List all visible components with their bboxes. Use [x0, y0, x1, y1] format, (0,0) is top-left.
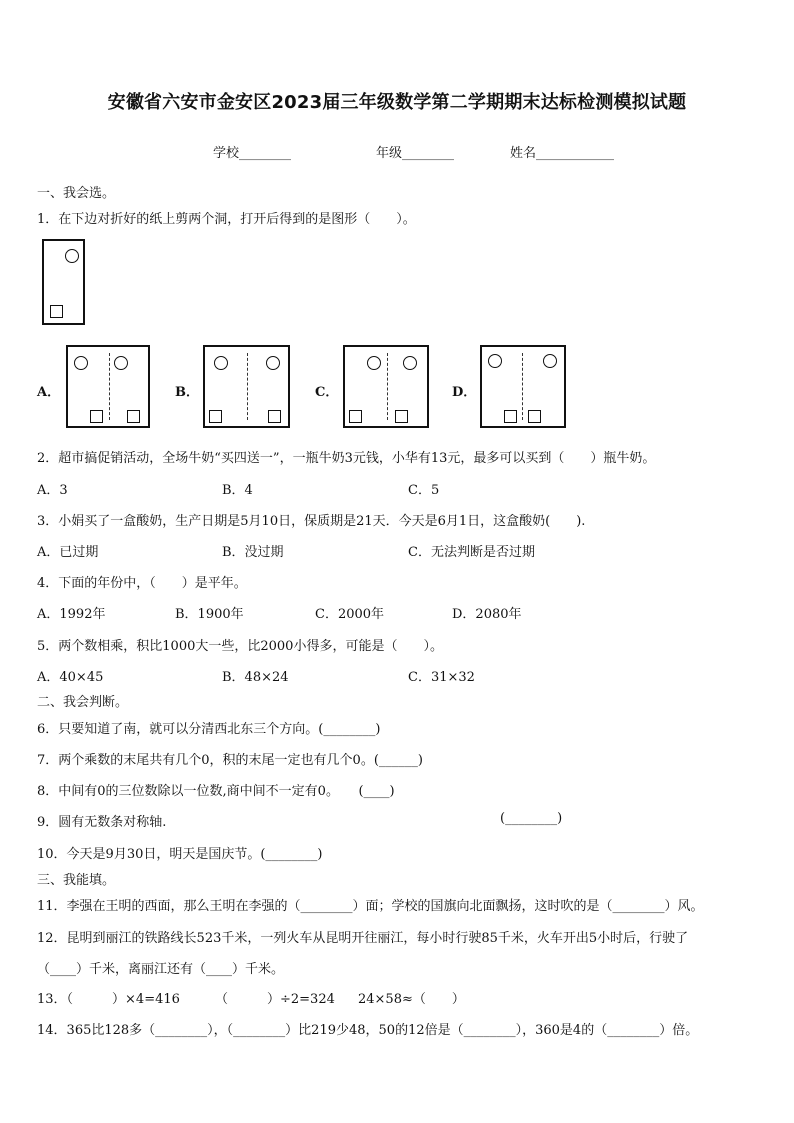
q2-option-b: B．4	[222, 483, 253, 498]
option-c-label: C．	[315, 385, 339, 400]
question-12-line2: （____）千米，离丽江还有（____）千米。	[37, 962, 285, 977]
question-9: 9．圆有无数条对称轴.	[37, 815, 167, 830]
question-4: 4．下面的年份中，（ ）是平年。	[37, 576, 247, 591]
q4-option-b: B．1900年	[175, 607, 244, 622]
name-field: 姓名____________	[510, 146, 615, 161]
circle-hole	[488, 354, 502, 368]
q5-option-a: A．40×45	[37, 670, 104, 685]
option-d-label: D．	[452, 385, 477, 400]
question-8: 8．中间有0的三位数除以一位数,商中间不一定有0。 (____)	[37, 784, 395, 799]
option-a-label: A．	[37, 385, 61, 400]
option-d-figure	[480, 345, 566, 428]
square-hole	[395, 410, 408, 423]
page-title: 安徽省六安市金安区2023届三年级数学第二学期期末达标检测模拟试题	[107, 92, 687, 113]
circle-hole	[403, 356, 417, 370]
q4-option-d: D．2080年	[452, 607, 522, 622]
q4-option-c: C．2000年	[315, 607, 385, 622]
question-2: 2．超市搞促销活动，全场牛奶“买四送一”，一瓶牛奶3元钱，小华有13元，最多可以买到（ ）瓶牛奶。	[37, 451, 656, 466]
q9-blank: (________)	[500, 811, 563, 826]
question-1: 1．在下边对折好的纸上剪两个洞，打开后得到的是图形（ ）。	[37, 212, 416, 227]
square-hole	[90, 410, 103, 423]
circle-hole	[266, 356, 280, 370]
square-hole	[349, 410, 362, 423]
circle-hole	[543, 354, 557, 368]
question-13a: 13．（ ）×4=416	[37, 992, 180, 1007]
section-heading: 二、我会判断。	[37, 695, 129, 710]
question-7: 7．两个乘数的末尾共有几个0，积的末尾一定也有几个0。(______)	[37, 753, 423, 768]
question-6: 6．只要知道了南，就可以分清西北东三个方向。(________)	[37, 722, 381, 737]
option-b-label: B．	[175, 385, 199, 400]
question-14: 14．365比128多（________），（________）比219少48，50的12倍是（________），360是4的（________）倍。	[37, 1023, 699, 1038]
circle-hole	[214, 356, 228, 370]
grade-field: 年级________	[376, 146, 455, 161]
q2-option-a: A．3	[37, 483, 68, 498]
question-13c: 24×58≈（ ）	[358, 992, 465, 1007]
square-hole	[209, 410, 222, 423]
q5-option-c: C．31×32	[408, 670, 475, 685]
q3-option-b: B．没过期	[222, 545, 284, 560]
q4-option-a: A．1992年	[37, 607, 106, 622]
square-hole	[528, 410, 541, 423]
square-hole	[50, 305, 63, 318]
option-b-figure	[203, 345, 290, 428]
section-heading: 三、我能填。	[37, 873, 116, 888]
circle-hole	[65, 249, 79, 263]
option-a-figure	[66, 345, 150, 428]
option-c-figure	[343, 345, 429, 428]
question-12-line1: 12．昆明到丽江的铁路线长523千米，一列火车从昆明开往丽江，每小时行驶85千米，火车开出5小时后，行驶了	[37, 931, 689, 946]
square-hole	[268, 410, 281, 423]
question-10: 10．今天是9月30日，明天是国庆节。(________)	[37, 847, 323, 862]
question-3: 3．小娟买了一盒酸奶，生产日期是5月10日，保质期是21天．今天是6月1日，这盒酸奶( ).	[37, 514, 586, 529]
question-13b: （ ）÷2=324	[215, 992, 335, 1007]
folded-paper-figure	[42, 239, 85, 325]
q5-option-b: B．48×24	[222, 670, 289, 685]
circle-hole	[114, 356, 128, 370]
circle-hole	[367, 356, 381, 370]
q3-option-a: A．已过期	[37, 545, 99, 560]
question-5: 5．两个数相乘，积比1000大一些，比2000小得多，可能是（ ）。	[37, 639, 443, 654]
school-field: 学校________	[213, 146, 292, 161]
square-hole	[127, 410, 140, 423]
section-heading: 一、我会选。	[37, 186, 116, 201]
question-11: 11．李强在王明的西面，那么王明在李强的（________）面；学校的国旗向北面飘扬，这时吹的是（________）风。	[37, 899, 704, 914]
square-hole	[504, 410, 517, 423]
q3-option-c: C．无法判断是否过期	[408, 545, 535, 560]
q2-option-c: C．5	[408, 483, 440, 498]
circle-hole	[74, 356, 88, 370]
